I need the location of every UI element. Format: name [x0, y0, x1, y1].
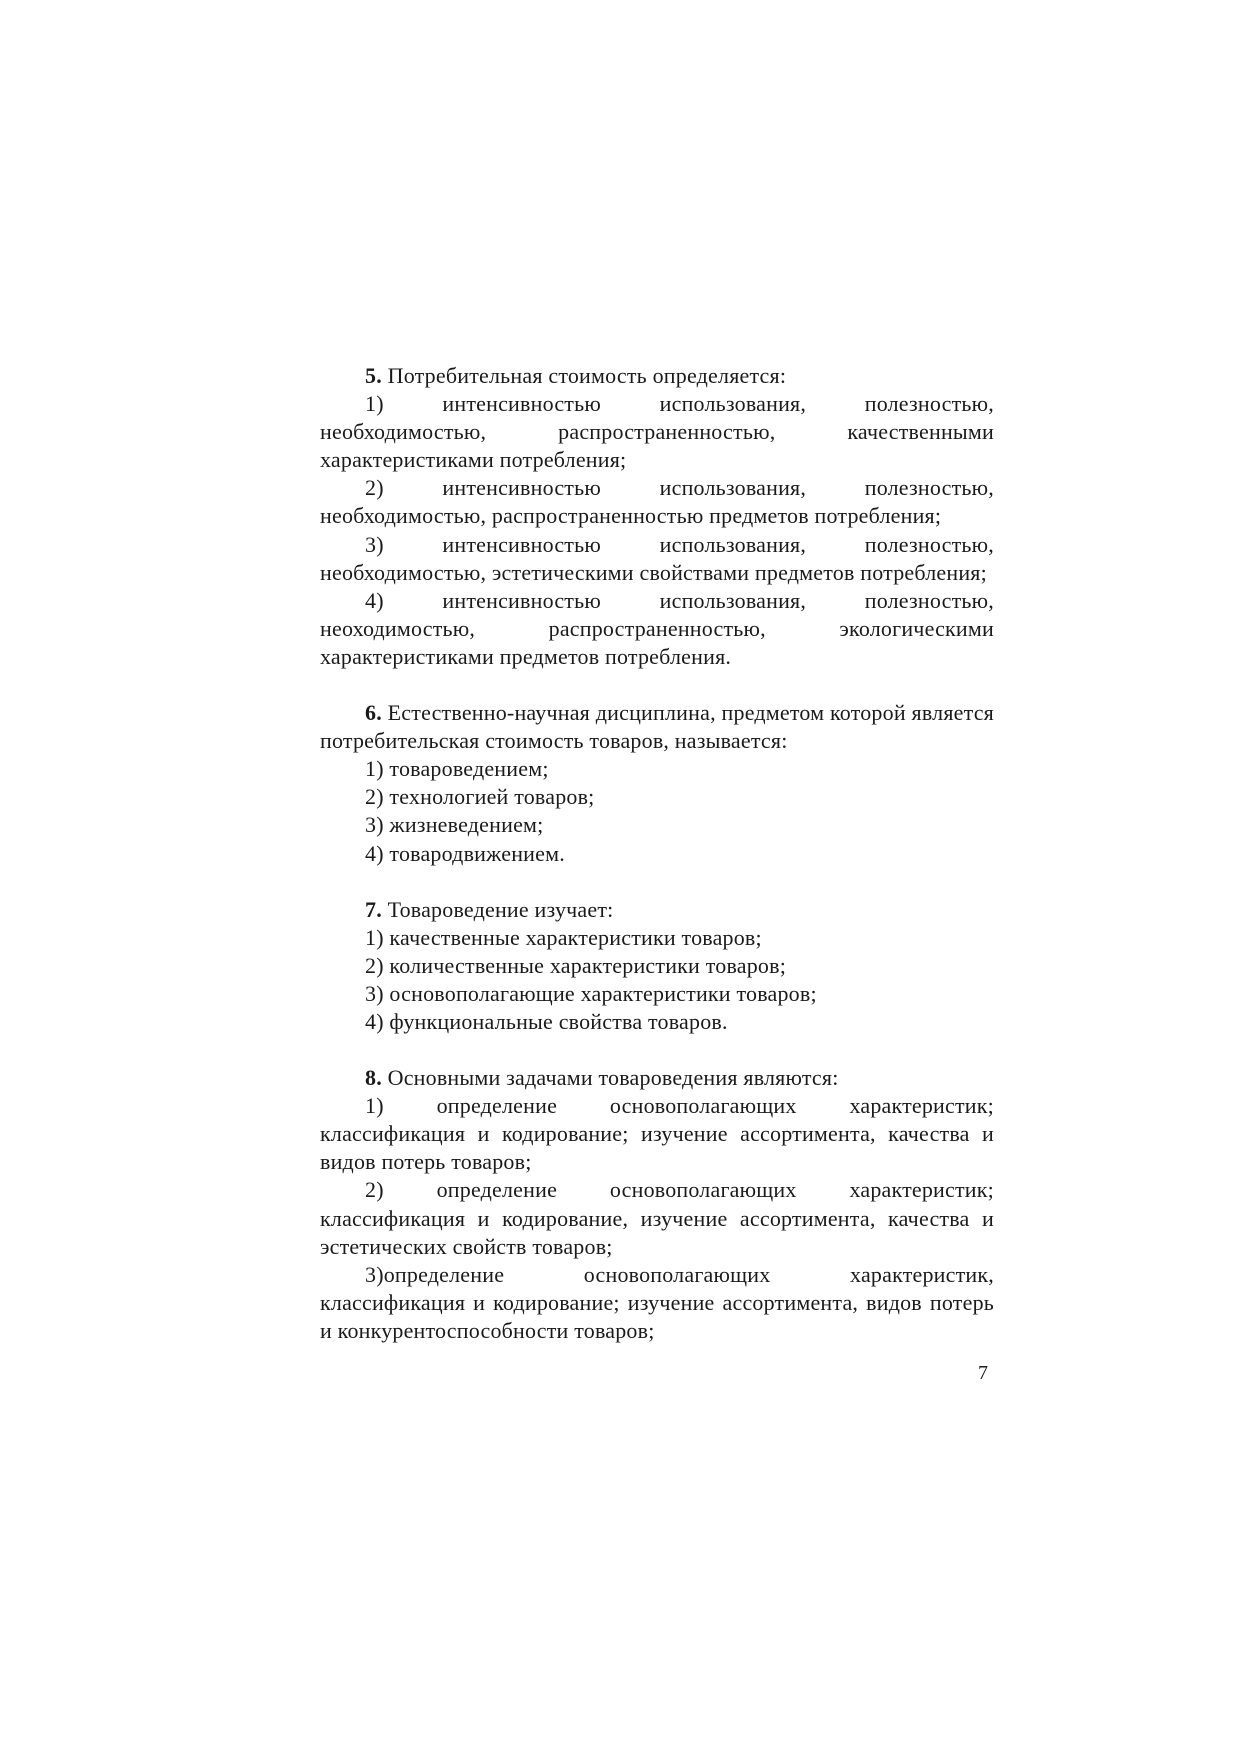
answer-option: 1) товароведением; — [365, 756, 549, 782]
page-number: 7 — [978, 1362, 988, 1384]
answer-option: 3) интенсивностью использования, полезностью, необходимостью, эстетическими свойствами предметов потребления; — [320, 531, 994, 585]
question-text: Товароведение изучает: — [381, 896, 614, 922]
question-text: Потребительная стоимость определяется: — [381, 363, 787, 388]
question-number: 5. — [365, 363, 382, 388]
question-number: 6. — [365, 700, 382, 726]
question-8 — [320, 1064, 994, 1345]
question-prompt — [320, 1064, 994, 1092]
answer-option: 4) товародвижением. — [365, 840, 565, 866]
question-number: 8. — [365, 1065, 382, 1091]
answer-option: 2) технологией товаров; — [365, 784, 595, 810]
answer-option: 3) основополагающие характеристики товаров; — [365, 980, 817, 1006]
answer-option: 4) функциональные свойства товаров. — [365, 1008, 728, 1034]
question-prompt — [320, 896, 994, 924]
question-prompt — [320, 362, 994, 390]
answer-option: 1) определение основополагающих характеристик; классификация и кодирование; изучение ассортимента, качества и видов потерь товаров; — [320, 1093, 994, 1175]
question-text: Основными задачами товароведения являются: — [381, 1065, 839, 1091]
answer-option: 2) определение основополагающих характеристик; классификация и кодирование, изучение ассортимента, качества и эстетических свойств товаров; — [320, 1177, 994, 1259]
question-5 — [320, 362, 994, 671]
question-prompt — [320, 699, 994, 755]
question-text: Естественно-научная дисциплина, предметом которой является потребительская стоимость товаров, называется: — [320, 700, 994, 754]
answer-option: 2) количественные характеристики товаров; — [365, 952, 787, 978]
answer-option: 2) интенсивностью использования, полезностью, необходимостью, распространенностью предметов потребления; — [320, 475, 994, 529]
question-6 — [320, 699, 994, 868]
answer-option: 1) интенсивностью использования, полезностью, необходимостью, распространенностью, качественными характеристиками потребления; — [320, 391, 994, 473]
answer-option: 3)определение основополагающих характеристик, классификация и кодирование; изучение ассортимента, видов потерь и конкурентоспособности товаров; — [320, 1261, 994, 1343]
question-number: 7. — [365, 896, 382, 922]
answer-option: 1) качественные характеристики товаров; — [365, 924, 762, 950]
question-7 — [320, 896, 994, 1036]
answer-option: 4) интенсивностью использования, полезностью, неоходимостью, распространенностью, экологическими характеристиками предметов потребления. — [320, 587, 994, 669]
answer-option: 3) жизневедением; — [365, 812, 544, 838]
text-column — [320, 362, 994, 1373]
